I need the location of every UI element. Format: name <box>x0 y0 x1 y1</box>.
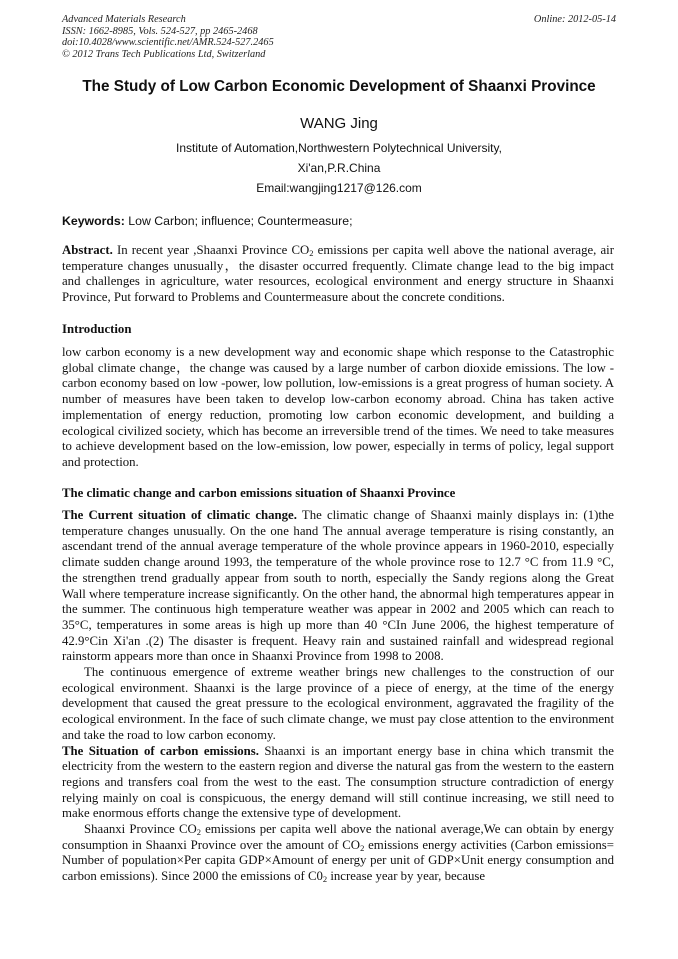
p4-subscript-3: 2 <box>322 874 328 885</box>
affiliation-line2: Xi'an,P.R.China <box>297 161 381 175</box>
affiliation-line1: Institute of Automation,Northwestern Polytechnical University, <box>176 141 502 155</box>
p4-text-b: emissions per capita well above the national average,We can obtain by energy consumption in Shaanxi Province over the amount of CO <box>62 822 614 852</box>
abstract-text-a: In recent year ,Shaanxi Province CO <box>116 243 310 257</box>
author-email: Email:wangjing1217@126.com <box>256 181 422 195</box>
section-heading-climatic-change: The climatic change and carbon emissions situation of Shaanxi Province <box>62 486 456 500</box>
carbon-emissions-label: The Situation of carbon emissions. <box>62 743 259 758</box>
issn-line: ISSN: 1662-8985, Vols. 524-527, pp 2465-2468 <box>62 25 258 37</box>
p4-subscript-2: 2 <box>360 842 365 853</box>
introduction-heading: Introduction <box>62 322 132 336</box>
abstract-text-b: emissions per capita well above the national average, air temperature changes unusually，the disaster occurred frequently. Climate change lead to the big impact and challenges in agriculture, water resources, ecological environment and energy structure in Shaanxi Province, Put forward to Problems and Countermeasure about the concrete conditions. <box>62 243 614 305</box>
p4-text-a: Shaanxi Province CO <box>84 822 197 837</box>
p4-text-c: emissions energy activities (Carbon emissions= Number of population×Per capita GDP×Amount of energy per unit of GDP×Unit energy consumption and carbon emissions). Since 2000 the emissions of C0 <box>62 837 615 884</box>
p4-subscript-1: 2 <box>196 827 201 838</box>
climatic-change-text: The climatic change of Shaanxi mainly displays in: (1)the temperature changes unusually. On the one hand The annual average temperature is rising constantly, an ascendant trend of the annual average temperature of the whole province appears in 1960-2010, especially climate sudden change around 1993, the temperature of the whole province rose to 12.7 °C from 11.9 °C, the strengthen trend gradually appear from south to north, especially the Sandy regions along the Great Wall where temperature increase significantly. On the other hand, the abnormal high temperatures appear in the summer. The continuous high temperature weather was appear in 2002 and 2005 which can reach to 35°C, temperatures in some areas is high up more than 40 °CIn June 2006, the highest temperature of 42.9°Cin Xi'an .(2) The disaster is frequent. Heavy rain and sustained rainfall and widespread regional rainstorm appears more than once in Shaanxi Province from 1998 to 2008. <box>62 508 614 664</box>
keywords-label: Keywords: <box>62 214 125 228</box>
abstract-subscript: 2 <box>309 248 314 258</box>
journal-name: Advanced Materials Research <box>62 14 186 25</box>
online-date: Online: 2012-05-14 <box>533 14 616 25</box>
p4-text-d: increase year by year, because <box>327 869 486 884</box>
doi-line: doi:10.4028/www.scientific.net/AMR.524-527.2465 <box>62 37 274 48</box>
section2-content <box>62 508 614 885</box>
climatic-change-paragraph <box>62 508 614 665</box>
copyright-line: © 2012 Trans Tech Publications Ltd, Switzerland <box>62 48 266 60</box>
carbon-emissions-text: Shaanxi is an important energy base in china which transmit the electricity from the western to the eastern region and diverse the natural gas from the western to the eastern regions and transfers coal from the west to the east. The consumption structure contradiction of energy relying mainly on coal is conspicuous, the energy demand will still continue increasing, we still need to make enormous efforts change the extensive type of development. <box>62 743 614 821</box>
journal-header <box>62 14 616 60</box>
carbon-emissions-paragraph <box>62 744 614 823</box>
paper-title: The Study of Low Carbon Economic Development of Shaanxi Province <box>82 78 596 95</box>
extreme-weather-paragraph: The continuous emergence of extreme weather brings new challenges to the construction of our ecological environment. Shaanxi is the large province of a piece of energy, at the time of the energy development that caused the great pressure to the ecological environment, aggravated the fragility of the ecological environment. In the face of such climate change, we must pay close attention to the environment and take the road to low carbon economy. <box>62 665 614 742</box>
climatic-change-label: The Current situation of climatic change. <box>62 508 297 522</box>
per-capita-emissions-paragraph <box>62 822 614 885</box>
abstract-paragraph <box>62 243 614 306</box>
keywords-text: Low Carbon; influence; Countermeasure; <box>128 214 353 228</box>
keywords <box>62 214 622 228</box>
introduction-paragraph: low carbon economy is a new development way and economic shape which response to the Catastrophic global climate change，the change was caused by a large number of carbon dioxide emissions. The low -carbon economy based on low -power, low pollution, low-emissions is a great progress of human society. A number of measures have been taken to develop low-carbon economy abroad. China has taken active implementation of energy reduction, promoting low carbon economic development, and building a ecological civilized society, which has become an irreversible trend of the times. We need to take measures to achieve development based on the low-emission, low power, especially in terms of policy, legal support and protection. <box>62 345 614 469</box>
author-name: WANG Jing <box>300 115 378 132</box>
abstract-label: Abstract. <box>62 243 113 257</box>
